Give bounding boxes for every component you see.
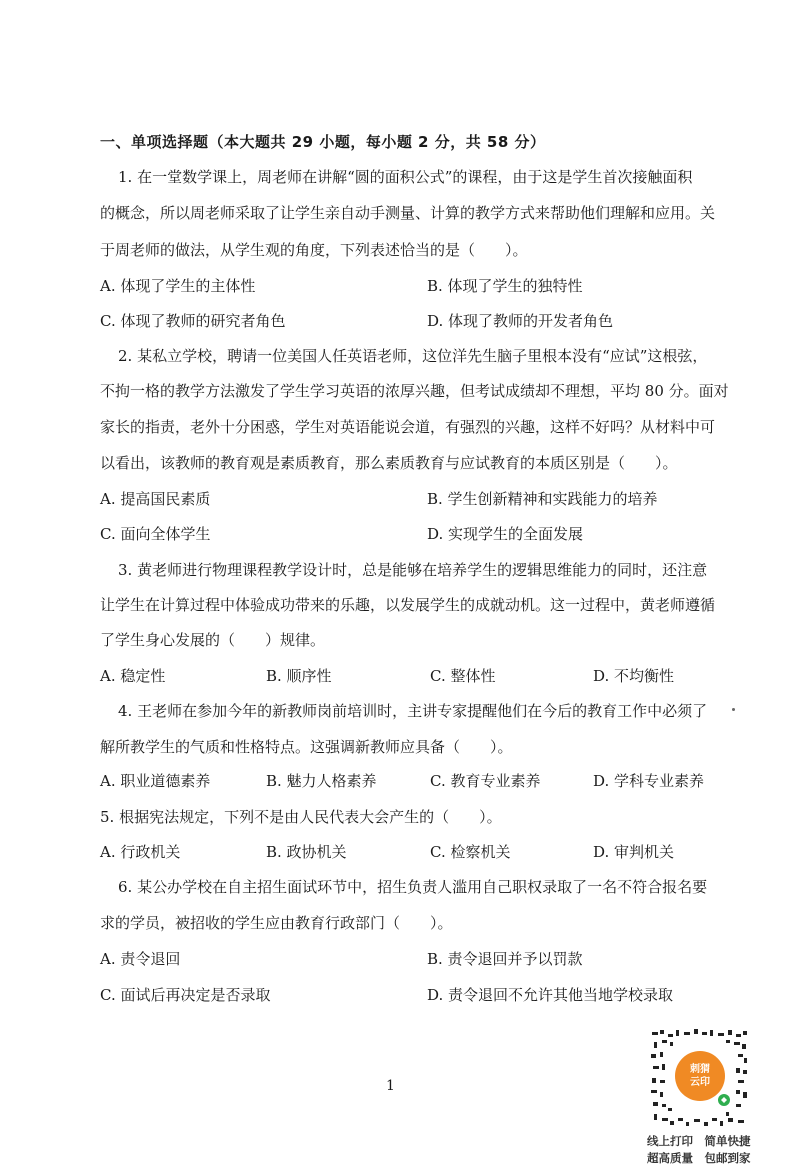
- q1-option-c: C. 体现了教师的研究者角色: [100, 312, 286, 330]
- q6-option-c: C. 面试后再决定是否录取: [100, 986, 271, 1004]
- section-title: 一、单项选择题（本大题共 29 小题，每小题 2 分，共 58 分）: [100, 133, 546, 151]
- q1-option-a: A. 体现了学生的主体性: [100, 277, 256, 295]
- q2-option-a: A. 提高国民素质: [100, 490, 211, 508]
- q5-line-1: 5. 根据宪法规定，下列不是由人民代表大会产生的（ ）。: [100, 808, 502, 826]
- qr-logo-text-2: 云印: [690, 1077, 710, 1088]
- page-number: 1: [386, 1078, 395, 1094]
- q2-line-1: 2. 某私立学校，聘请一位美国人任英语老师，这位洋先生脑子里根本没有“应试”这根弦，: [118, 347, 708, 365]
- q2-line-4: 以看出，该教师的教育观是素质教育，那么素质教育与应试教育的本质区别是（ ）。: [100, 454, 678, 472]
- q5-option-d: D. 审判机关: [593, 843, 675, 861]
- q4-option-d: D. 学科专业素养: [593, 772, 705, 790]
- qr-caption-line-2: 超高质量 包邮到家: [647, 1151, 751, 1165]
- q4-option-b: B. 魅力人格素养: [266, 772, 377, 790]
- q6-option-b: B. 责令退回并予以罚款: [427, 950, 583, 968]
- q3-line-2: 让学生在计算过程中体验成功带来的乐趣，以发展学生的成就动机。这一过程中，黄老师遵循: [100, 596, 716, 614]
- qr-caption-line-1: 线上打印 简单快捷: [647, 1134, 751, 1148]
- q5-option-c: C. 检察机关: [430, 843, 511, 861]
- q3-line-1: 3. 黄老师进行物理课程教学设计时，总是能够在培养学生的逻辑思维能力的同时，还注意: [118, 561, 708, 579]
- q5-option-a: A. 行政机关: [100, 843, 181, 861]
- q1-line-1: 1. 在一堂数学课上，周老师在讲解“圆的面积公式”的课程，由于这是学生首次接触面积: [118, 168, 693, 186]
- q3-option-b: B. 顺序性: [266, 667, 332, 685]
- q3-option-a: A. 稳定性: [100, 667, 166, 685]
- q1-option-b: B. 体现了学生的独特性: [427, 277, 583, 295]
- q4-option-a: A. 职业道德素养: [100, 772, 211, 790]
- qr-logo-text-1: 刺猬: [690, 1064, 710, 1075]
- q6-line-2: 求的学员，被招收的学生应由教育行政部门（ ）。: [100, 914, 453, 932]
- scan-speck: [732, 708, 735, 711]
- q1-line-2: 的概念，所以周老师采取了让学生亲自动手测量、计算的教学方式来帮助他们理解和应用。关: [100, 204, 716, 222]
- q3-option-c: C. 整体性: [430, 667, 496, 685]
- q2-option-d: D. 实现学生的全面发展: [427, 525, 584, 543]
- q2-line-3: 家长的指责，老外十分困惑，学生对英语能说会道，有强烈的兴趣，这样不好吗？从材料中可: [100, 418, 716, 436]
- q6-option-d: D. 责令退回不允许其他当地学校录取: [427, 986, 674, 1004]
- q1-option-d: D. 体现了教师的开发者角色: [427, 312, 614, 330]
- q4-line-2: 解所教学生的气质和性格特点。这强调新教师应具备（ ）。: [100, 738, 513, 756]
- q4-line-1: 4. 王老师在参加今年的新教师岗前培训时，主讲专家提醒他们在今后的教育工作中必须了: [118, 702, 708, 720]
- q2-option-c: C. 面向全体学生: [100, 525, 211, 543]
- q4-option-c: C. 教育专业素养: [430, 772, 541, 790]
- q2-line-2: 不拘一格的教学方法激发了学生学习英语的浓厚兴趣，但考试成绩却不理想，平均 80 分。面对: [100, 382, 729, 400]
- q5-option-b: B. 政协机关: [266, 843, 347, 861]
- q2-option-b: B. 学生创新精神和实践能力的培养: [427, 490, 658, 508]
- qr-code[interactable]: [650, 1028, 750, 1128]
- q3-line-3: 了学生身心发展的（ ）规律。: [100, 631, 326, 649]
- q6-option-a: A. 责令退回: [100, 950, 181, 968]
- q6-line-1: 6. 某公办学校在自主招生面试环节中，招生负责人滥用自己职权录取了一名不符合报名要: [118, 878, 708, 896]
- q3-option-d: D. 不均衡性: [593, 667, 675, 685]
- q1-line-3: 于周老师的做法，从学生观的角度，下列表述恰当的是（ ）。: [100, 241, 528, 259]
- qr-code-graphic: [650, 1028, 750, 1128]
